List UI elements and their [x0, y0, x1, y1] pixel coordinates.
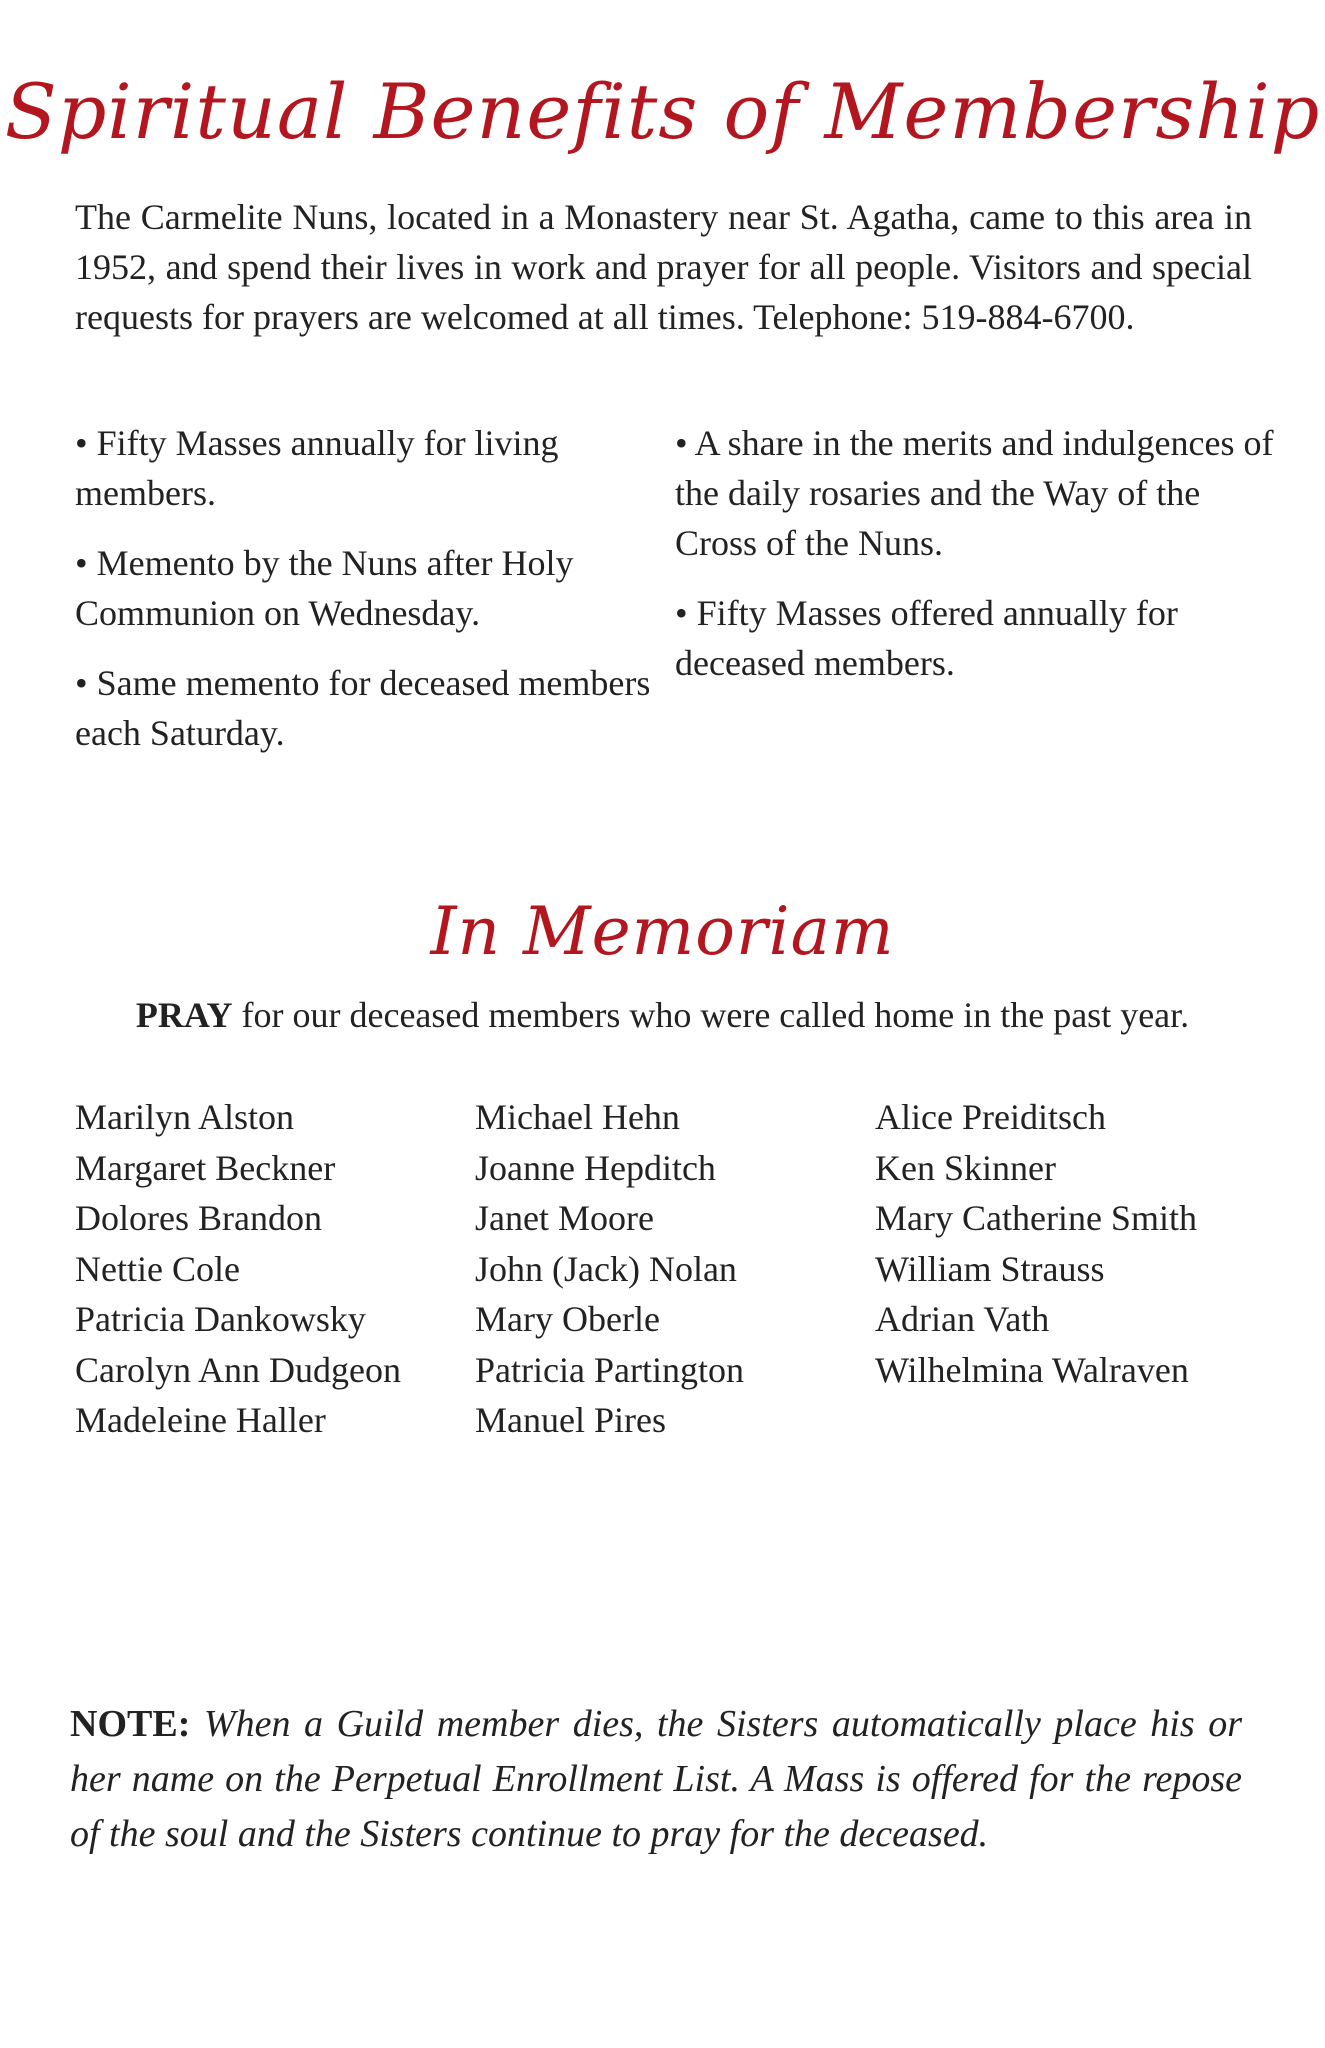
- note-label: NOTE:: [70, 1703, 191, 1745]
- deceased-name: Joanne Hepditch: [475, 1147, 716, 1188]
- membership-note: [70, 1697, 1242, 1862]
- names-column-2: [475, 1092, 875, 1446]
- benefits-intro-paragraph: The Carmelite Nuns, located in a Monastery near St. Agatha, came to this area in 1952, and spend their lives in work and prayer for all people. Visitors and special requests for prayers are welcomed at all times. Telephone: 519-884-6700.: [75, 197, 1252, 337]
- benefit-item: • A share in the merits and indulgences of the daily rosaries and the Way of the Cross of the Nuns.: [675, 423, 1274, 563]
- note-text: When a Guild member dies, the Sisters automatically place his or her name on the Perpetual Enrollment List. A Mass is offered for the repose of the soul and the Sisters continue to pray for the deceased.: [70, 1703, 1242, 1855]
- pray-text: for our deceased members who were called home in the past year.: [232, 995, 1190, 1035]
- deceased-name: Marilyn Alston: [75, 1097, 295, 1137]
- deceased-name: Margaret Beckner: [75, 1147, 336, 1188]
- benefit-item: • Fifty Masses offered annually for deceased members.: [675, 593, 1178, 683]
- deceased-name: Michael Hehn: [475, 1097, 680, 1137]
- deceased-name: John (Jack) Nolan: [475, 1248, 737, 1289]
- names-column-3: [875, 1092, 1295, 1395]
- benefit-item: • Memento by the Nuns after Holy Communion on Wednesday.: [75, 543, 574, 633]
- deceased-name: William Strauss: [875, 1248, 1105, 1289]
- deceased-name: Janet Moore: [475, 1198, 654, 1238]
- deceased-name: Ken Skinner: [875, 1147, 1056, 1188]
- deceased-name: Adrian Vath: [875, 1299, 1050, 1339]
- benefits-title: Spiritual Benefits of Membership: [4, 67, 1321, 156]
- deceased-name: Manuel Pires: [475, 1400, 666, 1440]
- deceased-name: Mary Catherine Smith: [875, 1198, 1197, 1238]
- pray-label: PRAY: [135, 995, 233, 1035]
- deceased-name: Patricia Partington: [475, 1349, 744, 1390]
- deceased-name: Dolores Brandon: [75, 1198, 322, 1238]
- benefit-item: • Same memento for deceased members each Saturday.: [75, 663, 651, 753]
- deceased-name: Patricia Dankowsky: [75, 1299, 366, 1339]
- deceased-name: Mary Oberle: [475, 1299, 660, 1339]
- benefits-list-right: [675, 418, 1275, 708]
- deceased-name: Nettie Cole: [75, 1248, 240, 1289]
- benefits-list-left: [75, 418, 655, 778]
- pray-instruction: [0, 990, 1325, 1040]
- deceased-name: Madeleine Haller: [75, 1400, 326, 1440]
- deceased-name: Alice Preiditsch: [875, 1097, 1106, 1137]
- deceased-name: Wilhelmina Walraven: [875, 1349, 1189, 1390]
- benefit-item: • Fifty Masses annually for living members.: [75, 423, 559, 513]
- memoriam-title: In Memoriam: [430, 893, 895, 970]
- names-column-1: [75, 1092, 475, 1446]
- deceased-name: Carolyn Ann Dudgeon: [75, 1349, 401, 1390]
